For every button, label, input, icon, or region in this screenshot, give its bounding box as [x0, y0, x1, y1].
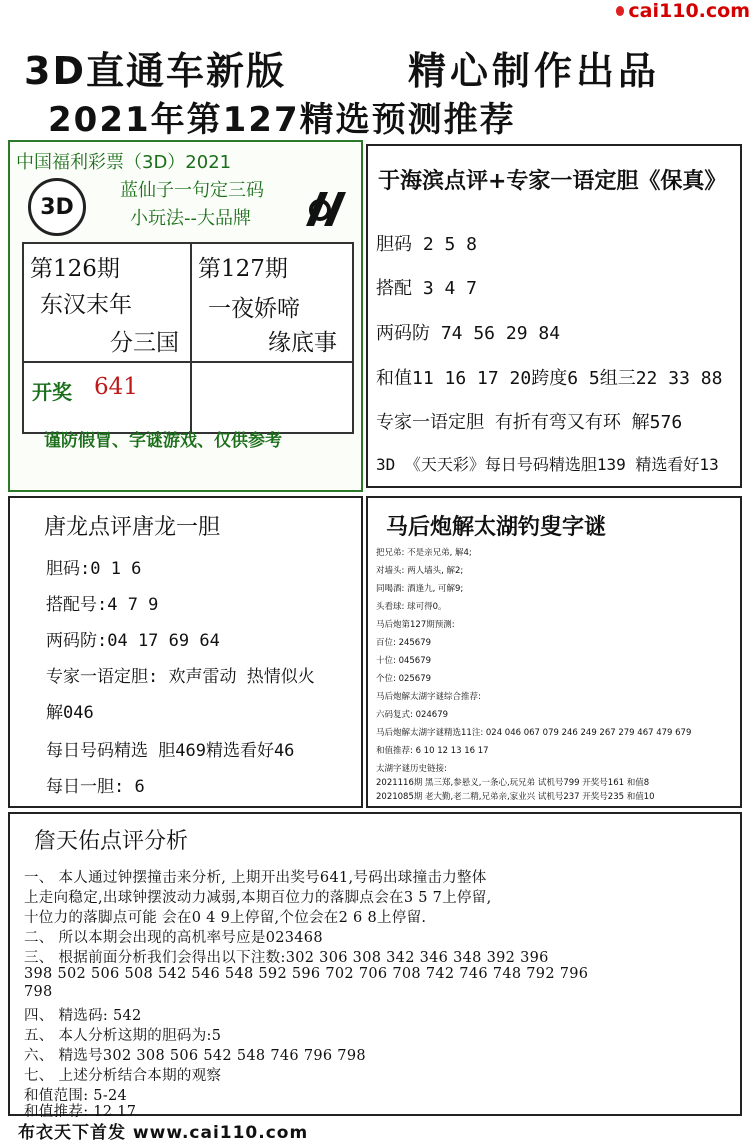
panel-title: 于海滨点评+专家一语定胆《保真》: [378, 169, 727, 194]
panel-title: 马后炮解太湖钓叟字谜: [386, 515, 607, 540]
text-line: 每日号码精选 胆469精选看好46: [46, 741, 295, 761]
draw-value: 641: [94, 374, 138, 400]
site-watermark: [610, 0, 750, 22]
text-line: 798: [24, 984, 53, 1000]
footer-credit: 布衣天下首发 www.cai110.com: [18, 1123, 309, 1143]
logo-dot-icon: [616, 6, 624, 16]
text-line: 解046: [46, 703, 94, 723]
page-header: [0, 30, 750, 140]
text-line: 马后炮解太湖字谜综合推荐:: [376, 692, 481, 702]
text-line: 胆码:0 1 6: [46, 559, 142, 579]
panel-title: 詹天佑点评分析: [34, 829, 189, 854]
grid-divider: [190, 244, 192, 432]
text-line: 2021085期 老大勤,老二精,兄弟亲,家业兴 试机号237 开奖号235 和值10: [376, 792, 655, 802]
text-line: 专家一语定胆 有折有弯又有环 解576: [376, 412, 683, 433]
text-line: 3D 《天天彩》每日号码精选胆139 精选看好13: [376, 455, 719, 474]
ticket-slogan-1: 蓝仙子一句定三码: [120, 180, 264, 201]
text-line: 二、 所以本期会出现的高机率号应是023468: [24, 930, 323, 946]
text-line: 六码复式: 024679: [376, 710, 449, 720]
text-line: 上走向稳定,出球钟摆波动力减弱,本期百位力的落脚点会在3 5 7上停留,: [24, 890, 492, 906]
welfare-lottery-logo-icon: [300, 186, 352, 232]
header-subtitle: 2021年第127精选预测推荐: [48, 100, 516, 140]
text-line: 十位: 045679: [376, 656, 432, 666]
text-line: 六、 精选号302 308 506 542 548 746 796 798: [24, 1048, 366, 1064]
text-line: 一、 本人通过钟摆撞击来分析, 上期开出奖号641,号码出球撞击力整体: [24, 870, 487, 886]
current-riddle-2: 缘底事: [268, 330, 337, 356]
draw-label: 开奖: [32, 380, 72, 404]
text-line: 搭配号:4 7 9: [46, 595, 159, 615]
grid-divider: [24, 361, 352, 363]
text-line: 对墙头: 两人墙头, 解2;: [376, 566, 464, 576]
text-line: 把兄弟: 不是亲兄弟, 解4;: [376, 548, 472, 558]
text-line: 和值11 16 17 20跨度6 5组三22 33 88: [376, 368, 723, 389]
ticket-slogan-2: 小玩法--大品牌: [130, 208, 251, 229]
text-line: 马后炮第127期预测:: [376, 620, 455, 630]
text-line: 和值推荐: 6 10 12 13 16 17: [376, 746, 489, 756]
text-line: 两码防 74 56 29 84: [376, 323, 561, 344]
prev-riddle-2: 分三国: [110, 330, 179, 356]
ticket-header: 中国福利彩票（3D）2021: [16, 152, 232, 173]
panel-title: 唐龙点评唐龙一胆: [44, 515, 221, 540]
lottery-ticket-panel: [8, 140, 363, 492]
text-line: 同喝酒: 酒逢九, 可解9;: [376, 584, 464, 594]
text-line: 和值推荐: 12 17: [24, 1104, 137, 1120]
watermark-text: cai110.com: [628, 0, 750, 22]
text-line: 百位: 245679: [376, 638, 432, 648]
text-line: 马后炮解太湖字谜精选11注: 024 046 067 079 246 249 267 279 467 479 679: [376, 728, 692, 738]
text-line: 五、 本人分析这期的胆码为:5: [24, 1028, 222, 1044]
text-line: 2021116期 黑三郑,参悬义,一条心,玩兄弟 试机号799 开奖号161 和值8: [376, 778, 650, 788]
current-period: 第127期: [198, 256, 288, 282]
riddle-panel: [366, 496, 742, 808]
text-line: 七、 上述分析结合本期的观察: [24, 1068, 222, 1084]
prev-period: 第126期: [30, 256, 120, 282]
text-line: 头看球: 球可得0。: [376, 602, 447, 612]
current-riddle-1: 一夜娇啼: [208, 296, 300, 322]
prev-riddle-1: 东汉末年: [40, 292, 132, 318]
text-line: 十位力的落脚点可能 会在0 4 9上停留,个位会在2 6 8上停留.: [24, 910, 427, 926]
header-title-right: 精心制作出品: [408, 49, 661, 93]
tanglong-panel: [8, 496, 363, 808]
ticket-warning: 谨防假冒、字谜游戏、仅供参考: [44, 431, 282, 451]
text-line: 专家一语定胆: 欢声雷动 热情似火: [46, 667, 315, 687]
analysis-panel: [8, 812, 742, 1120]
text-line: 个位: 025679: [376, 674, 432, 684]
text-line: 两码防:04 17 69 64: [46, 631, 220, 651]
text-line: 和值范围: 5-24: [24, 1088, 128, 1104]
expert-pick-panel: [366, 144, 742, 488]
text-line: 398 502 506 508 542 546 548 592 596 702 706 708 742 746 748 792 796: [24, 966, 589, 982]
text-line: 每日一胆: 6: [46, 777, 145, 797]
ticket-grid: [22, 242, 354, 434]
text-line: 三、 根据前面分析我们会得出以下注数:302 306 308 342 346 348 392 396: [24, 950, 549, 966]
text-line: 搭配 3 4 7: [376, 278, 478, 299]
header-title-left: 3D直通车新版: [24, 49, 286, 93]
text-line: 四、 精选码: 542: [24, 1008, 142, 1024]
3d-logo-icon: 3D: [28, 178, 86, 236]
text-line: 太湖字谜历史链接:: [376, 764, 447, 774]
text-line: 胆码 2 5 8: [376, 234, 478, 255]
